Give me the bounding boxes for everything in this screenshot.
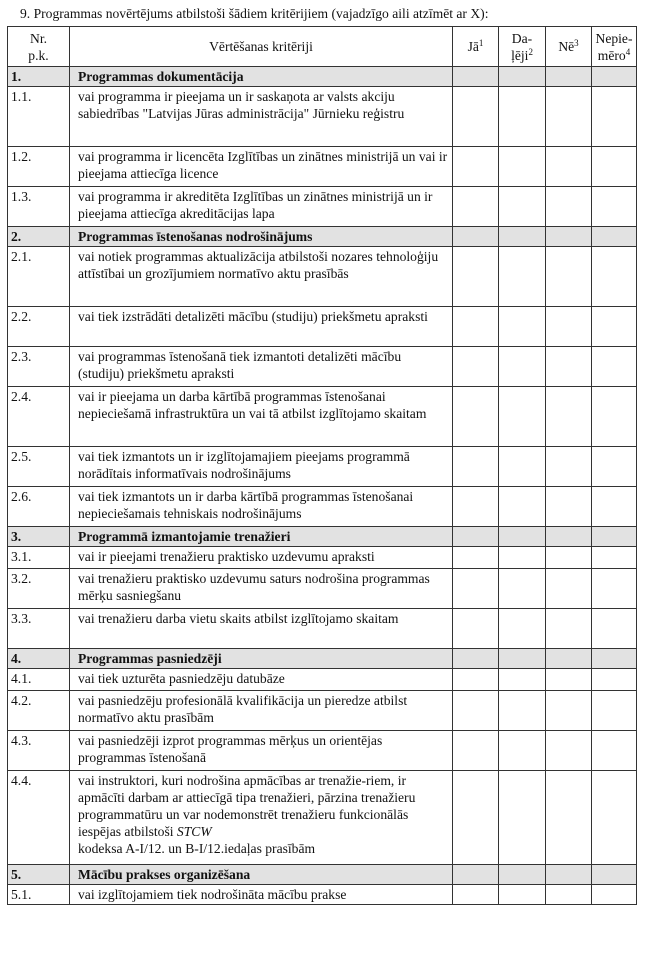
- row-number: 1.1.: [8, 87, 70, 147]
- section-row: [8, 649, 637, 669]
- mark-ja-cell: [453, 649, 499, 669]
- criterion-row: [8, 569, 637, 609]
- section-title: Programmas pasniedzēji: [70, 649, 453, 669]
- criterion-row: [8, 187, 637, 227]
- mark-dalaji-cell[interactable]: [499, 669, 546, 691]
- mark-dalaji-cell: [499, 527, 546, 547]
- mark-ja-cell[interactable]: [453, 247, 499, 307]
- row-number: 3.3.: [8, 609, 70, 649]
- mark-dalaji-cell[interactable]: [499, 307, 546, 347]
- mark-ne-cell[interactable]: [546, 669, 592, 691]
- row-number: 1.: [8, 67, 70, 87]
- mark-nepiemero-cell: [592, 67, 637, 87]
- row-number: 2.: [8, 227, 70, 247]
- row-number: 4.2.: [8, 691, 70, 731]
- criterion-text: vai ir pieejama un darba kārtībā programmas īstenošanai nepieciešamā infrastruktūra un vai tā atbilst izglītojamo skaitam: [70, 387, 453, 447]
- mark-nepiemero-cell: [592, 865, 637, 885]
- section-row: [8, 527, 637, 547]
- mark-dalaji-cell[interactable]: [499, 187, 546, 227]
- mark-dalaji-cell[interactable]: [499, 487, 546, 527]
- mark-nepiemero-cell[interactable]: [592, 187, 637, 227]
- mark-dalaji-cell[interactable]: [499, 771, 546, 865]
- criterion-row: [8, 147, 637, 187]
- mark-ne-cell[interactable]: [546, 387, 592, 447]
- row-number: 2.3.: [8, 347, 70, 387]
- criterion-row: [8, 547, 637, 569]
- table-body: [8, 67, 637, 905]
- criterion-text: vai programma ir pieejama un ir saskaņota ar valsts akciju sabiedrības "Latvijas Jūras administrācija" Jūrnieku reģistru: [70, 87, 453, 147]
- mark-ne-cell[interactable]: [546, 307, 592, 347]
- criterion-text: vai tiek uzturēta pasniedzēju datubāze: [70, 669, 453, 691]
- mark-nepiemero-cell[interactable]: [592, 487, 637, 527]
- row-number: 2.6.: [8, 487, 70, 527]
- criterion-row: [8, 771, 637, 865]
- mark-ne-cell[interactable]: [546, 547, 592, 569]
- row-number: 5.: [8, 865, 70, 885]
- mark-nepiemero-cell[interactable]: [592, 307, 637, 347]
- criterion-row: [8, 691, 637, 731]
- mark-ja-cell[interactable]: [453, 547, 499, 569]
- mark-nepiemero-cell: [592, 227, 637, 247]
- mark-dalaji-cell: [499, 865, 546, 885]
- mark-ja-cell[interactable]: [453, 87, 499, 147]
- criterion-text: vai programmas īstenošanā tiek izmantoti detalizēti mācību (studiju) priekšmetu apraksti: [70, 347, 453, 387]
- mark-ja-cell: [453, 227, 499, 247]
- criterion-row: [8, 669, 637, 691]
- mark-dalaji-cell[interactable]: [499, 447, 546, 487]
- mark-ja-cell[interactable]: [453, 669, 499, 691]
- header-nr: Nr. p.k.: [8, 27, 70, 67]
- row-number: 4.: [8, 649, 70, 669]
- mark-nepiemero-cell[interactable]: [592, 569, 637, 609]
- row-number: 3.1.: [8, 547, 70, 569]
- mark-nepiemero-cell[interactable]: [592, 731, 637, 771]
- mark-ne-cell: [546, 865, 592, 885]
- row-number: 1.2.: [8, 147, 70, 187]
- mark-ne-cell[interactable]: [546, 87, 592, 147]
- mark-nepiemero-cell[interactable]: [592, 247, 637, 307]
- mark-ne-cell[interactable]: [546, 347, 592, 387]
- header-ne: $Nē^3$: [546, 27, 592, 67]
- criterion-text: vai izglītojamiem tiek nodrošināta mācību prakse: [70, 885, 453, 905]
- criterion-row: [8, 307, 637, 347]
- mark-nepiemero-cell: [592, 649, 637, 669]
- mark-dalaji-cell[interactable]: [499, 147, 546, 187]
- section-row: [8, 865, 637, 885]
- row-number: 1.3.: [8, 187, 70, 227]
- header-nepiemero: Nepie- mēro$^4$: [592, 27, 637, 67]
- mark-ja-cell[interactable]: [453, 487, 499, 527]
- mark-nepiemero-cell[interactable]: [592, 691, 637, 731]
- mark-dalaji-cell: [499, 649, 546, 669]
- mark-ja-cell[interactable]: [453, 569, 499, 609]
- criterion-row: [8, 609, 637, 649]
- mark-ne-cell[interactable]: [546, 771, 592, 865]
- mark-ja-cell[interactable]: [453, 307, 499, 347]
- evaluation-table: [7, 26, 637, 905]
- criterion-text: vai notiek programmas aktualizācija atbilstoši nozares tehnoloģiju attīstībai un grozījumiem normatīvo aktu prasībās: [70, 247, 453, 307]
- mark-ja-cell[interactable]: [453, 147, 499, 187]
- mark-nepiemero-cell[interactable]: [592, 669, 637, 691]
- criterion-row: [8, 87, 637, 147]
- row-number: 2.1.: [8, 247, 70, 307]
- mark-dalaji-cell[interactable]: [499, 547, 546, 569]
- mark-nepiemero-cell[interactable]: [592, 447, 637, 487]
- criterion-row: [8, 447, 637, 487]
- mark-dalaji-cell[interactable]: [499, 609, 546, 649]
- mark-dalaji-cell[interactable]: [499, 569, 546, 609]
- mark-dalaji-cell[interactable]: [499, 731, 546, 771]
- mark-ne-cell: [546, 67, 592, 87]
- criterion-text: vai programma ir licencēta Izglītības un zinātnes ministrijā un vai ir pieejama attiecīga licence: [70, 147, 453, 187]
- section-row: [8, 67, 637, 87]
- mark-nepiemero-cell[interactable]: [592, 547, 637, 569]
- mark-ja-cell: [453, 67, 499, 87]
- criterion-text: vai trenažieru praktisko uzdevumu saturs nodrošina programmas mērķu sasniegšanu: [70, 569, 453, 609]
- header-dalaji: Da- ļēji$^2$: [499, 27, 546, 67]
- mark-ja-cell[interactable]: [453, 447, 499, 487]
- mark-ja-cell[interactable]: [453, 731, 499, 771]
- mark-ja-cell[interactable]: [453, 187, 499, 227]
- mark-ja-cell[interactable]: [453, 691, 499, 731]
- row-number: 3.2.: [8, 569, 70, 609]
- mark-nepiemero-cell: [592, 527, 637, 547]
- criterion-text: vai programma ir akreditēta Izglītības un zinātnes ministrijā un ir pieejama attiecīga akreditācijas lapa: [70, 187, 453, 227]
- criterion-row: [8, 247, 637, 307]
- mark-ne-cell: [546, 527, 592, 547]
- row-number: 3.: [8, 527, 70, 547]
- criterion-row: [8, 731, 637, 771]
- mark-nepiemero-cell[interactable]: [592, 347, 637, 387]
- mark-ne-cell[interactable]: [546, 609, 592, 649]
- criterion-text: vai tiek izmantots un ir darba kārtībā programmas īstenošanai nepieciešamais tehniskais nodrošinājums: [70, 487, 453, 527]
- mark-nepiemero-cell[interactable]: [592, 771, 637, 865]
- row-number: 4.3.: [8, 731, 70, 771]
- section-title: Programmas īstenošanas nodrošinājums: [70, 227, 453, 247]
- mark-ja-cell[interactable]: [453, 387, 499, 447]
- section-title: Programmas dokumentācija: [70, 67, 453, 87]
- mark-nepiemero-cell[interactable]: [592, 885, 637, 905]
- mark-dalaji-cell: [499, 67, 546, 87]
- mark-ne-cell[interactable]: [546, 447, 592, 487]
- table-header-row: [8, 27, 637, 67]
- row-number: 4.1.: [8, 669, 70, 691]
- mark-ja-cell[interactable]: [453, 771, 499, 865]
- form-intro: 9. Programmas novērtējums atbilstoši šādiem kritērijiem (vajadzīgo aili atzīmēt ar X):: [20, 6, 489, 21]
- section-row: [8, 227, 637, 247]
- mark-ne-cell[interactable]: [546, 731, 592, 771]
- row-number: 2.4.: [8, 387, 70, 447]
- mark-ne-cell: [546, 227, 592, 247]
- mark-ja-cell: [453, 865, 499, 885]
- mark-dalaji-cell: [499, 227, 546, 247]
- criterion-text: vai tiek izmantots un ir izglītojamajiem pieejams programmā norādītais informatīvais nodrošinājums: [70, 447, 453, 487]
- criterion-row: [8, 487, 637, 527]
- criterion-text: vai pasniedzēju profesionālā kvalifikācija un pieredze atbilst normatīvo aktu prasībām: [70, 691, 453, 731]
- mark-ne-cell[interactable]: [546, 247, 592, 307]
- criterion-text: vai instruktori, kuri nodrošina apmācības ar trenažie-riem, ir apmācīti darbam ar attiecīgā tipa trenažieri, pārzina trenažieru programmatūru un var nodemonstrēt trenažieru funkcionālās iespējas atbilstoši STCW kodeksa A-I/12. un B-I/12.iedaļas prasībām: [70, 771, 453, 865]
- criterion-row: [8, 347, 637, 387]
- row-number: 5.1.: [8, 885, 70, 905]
- header-ja: $Jā^1$: [453, 27, 499, 67]
- criterion-text: vai tiek izstrādāti detalizēti mācību (studiju) priekšmetu apraksti: [70, 307, 453, 347]
- mark-dalaji-cell[interactable]: [499, 87, 546, 147]
- mark-dalaji-cell[interactable]: [499, 347, 546, 387]
- criterion-text: vai pasniedzēji izprot programmas mērķus un orientējas programmas īstenošanā: [70, 731, 453, 771]
- mark-ja-cell[interactable]: [453, 609, 499, 649]
- criterion-text: vai ir pieejami trenažieru praktisko uzdevumu apraksti: [70, 547, 453, 569]
- mark-ja-cell: [453, 527, 499, 547]
- section-title: Programmā izmantojamie trenažieri: [70, 527, 453, 547]
- mark-nepiemero-cell[interactable]: [592, 387, 637, 447]
- mark-ne-cell[interactable]: [546, 147, 592, 187]
- row-number: 4.4.: [8, 771, 70, 865]
- mark-ne-cell[interactable]: [546, 487, 592, 527]
- mark-nepiemero-cell[interactable]: [592, 147, 637, 187]
- mark-nepiemero-cell[interactable]: [592, 609, 637, 649]
- mark-ne-cell[interactable]: [546, 885, 592, 905]
- mark-nepiemero-cell[interactable]: [592, 87, 637, 147]
- mark-dalaji-cell[interactable]: [499, 387, 546, 447]
- mark-ne-cell[interactable]: [546, 569, 592, 609]
- mark-ja-cell[interactable]: [453, 885, 499, 905]
- criterion-text: vai trenažieru darba vietu skaits atbilst izglītojamo skaitam: [70, 609, 453, 649]
- section-title: Mācību prakses organizēšana: [70, 865, 453, 885]
- mark-dalaji-cell[interactable]: [499, 247, 546, 307]
- mark-ne-cell: [546, 649, 592, 669]
- mark-dalaji-cell[interactable]: [499, 691, 546, 731]
- mark-ja-cell[interactable]: [453, 347, 499, 387]
- row-number: 2.2.: [8, 307, 70, 347]
- header-criteria: Vērtēšanas kritēriji: [70, 27, 453, 67]
- mark-ne-cell[interactable]: [546, 691, 592, 731]
- row-number: 2.5.: [8, 447, 70, 487]
- mark-ne-cell[interactable]: [546, 187, 592, 227]
- mark-dalaji-cell[interactable]: [499, 885, 546, 905]
- stcw-code: STCW: [176, 824, 212, 839]
- criterion-row: [8, 885, 637, 905]
- criterion-row: [8, 387, 637, 447]
